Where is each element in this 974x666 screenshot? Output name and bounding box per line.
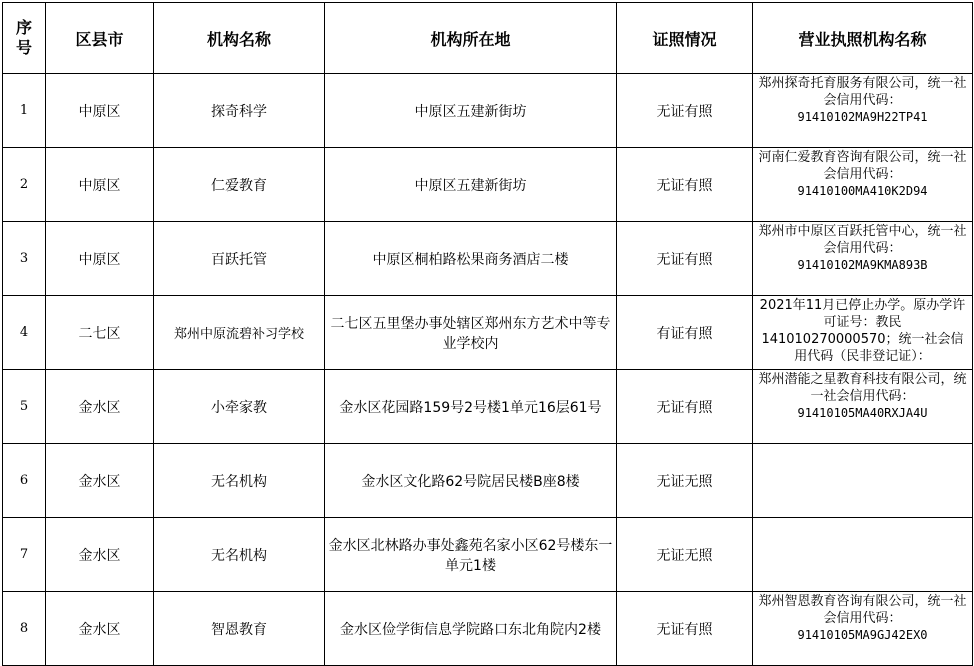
- cell-business-license: [753, 296, 973, 370]
- cell-business-license: [753, 74, 973, 148]
- cell-seq: 7: [3, 518, 46, 592]
- cell-seq: 5: [3, 370, 46, 444]
- cell-location: 中原区桐柏路松果商务酒店二楼: [325, 222, 617, 296]
- license-text: 河南仁爱教育咨询有限公司，统一社会信用代码：: [758, 150, 967, 182]
- cell-status: 无证无照: [617, 518, 753, 592]
- cell-district: 金水区: [46, 370, 154, 444]
- cell-district: 中原区: [46, 148, 154, 222]
- cell-district: 金水区: [46, 444, 154, 518]
- header-name: 机构名称: [154, 3, 325, 74]
- cell-business-license: [753, 518, 973, 592]
- cell-status: 无证有照: [617, 592, 753, 666]
- cell-location: 金水区花园路159号2号楼1单元16层61号: [325, 370, 617, 444]
- cell-name: 郑州中原流碧补习学校: [154, 296, 325, 370]
- cell-status: 无证有照: [617, 370, 753, 444]
- license-text: 郑州探奇托育服务有限公司，统一社会信用代码：: [758, 76, 967, 108]
- cell-location: 中原区五建新街坊: [325, 74, 617, 148]
- cell-location: 金水区北林路办事处鑫苑名家小区62号楼东一单元1楼: [325, 518, 617, 592]
- cell-name: 无名机构: [154, 444, 325, 518]
- cell-business-license: [753, 592, 973, 666]
- table-row: [3, 518, 973, 592]
- cell-name: 仁爱教育: [154, 148, 325, 222]
- cell-name: 无名机构: [154, 518, 325, 592]
- cell-business-license: [753, 370, 973, 444]
- license-code: 91410105MA9GJ42EX0: [797, 628, 928, 642]
- header-row: [3, 3, 973, 74]
- cell-district: 金水区: [46, 518, 154, 592]
- license-text: 郑州智恩教育咨询有限公司，统一社会信用代码：: [758, 594, 967, 626]
- cell-district: 二七区: [46, 296, 154, 370]
- cell-seq: 2: [3, 148, 46, 222]
- cell-status: 无证有照: [617, 222, 753, 296]
- cell-business-license: [753, 444, 973, 518]
- cell-status: 无证有照: [617, 74, 753, 148]
- header-location: 机构所在地: [325, 3, 617, 74]
- table-row: [3, 296, 973, 370]
- table-row: [3, 592, 973, 666]
- header-seq-line1: 序: [15, 18, 32, 37]
- license-text: 郑州潜能之星教育科技有限公司，统一社会信用代码：: [758, 372, 967, 404]
- cell-seq: 3: [3, 222, 46, 296]
- cell-name: 小牵家教: [154, 370, 325, 444]
- table-row: [3, 370, 973, 444]
- table-row: [3, 222, 973, 296]
- header-seq: [3, 3, 46, 74]
- license-text: 2021年11月已停止办学。原办学许可证号：教民141010270000570；统一社会信用代码（民非登记证）：: [759, 298, 966, 364]
- cell-seq: 6: [3, 444, 46, 518]
- header-license-status: 证照情况: [617, 3, 753, 74]
- institution-table: [2, 2, 973, 666]
- header-district: 区县市: [46, 3, 154, 74]
- license-code: 91410100MA410K2D94: [797, 184, 928, 198]
- cell-seq: 4: [3, 296, 46, 370]
- cell-district: 金水区: [46, 592, 154, 666]
- cell-location: 金水区俭学街信息学院路口东北角院内2楼: [325, 592, 617, 666]
- license-text: 郑州市中原区百跃托管中心，统一社会信用代码：: [758, 224, 967, 256]
- cell-status: 有证有照: [617, 296, 753, 370]
- cell-business-license: [753, 222, 973, 296]
- table-row: [3, 148, 973, 222]
- cell-name: 智恩教育: [154, 592, 325, 666]
- license-code: 91410102MA9KMA893B: [797, 258, 928, 272]
- header-seq-line2: 号: [15, 38, 32, 57]
- license-code: 91410105MA40RXJA4U: [797, 406, 928, 420]
- table-row: [3, 74, 973, 148]
- license-code: 91410102MA9H22TP41: [797, 110, 928, 124]
- cell-location: 二七区五里堡办事处辖区郑州东方艺术中等专业学校内: [325, 296, 617, 370]
- cell-name: 百跃托管: [154, 222, 325, 296]
- cell-seq: 8: [3, 592, 46, 666]
- cell-location: 中原区五建新街坊: [325, 148, 617, 222]
- cell-seq: 1: [3, 74, 46, 148]
- cell-business-license: [753, 148, 973, 222]
- cell-status: 无证有照: [617, 148, 753, 222]
- header-business-license: 营业执照机构名称: [753, 3, 973, 74]
- cell-location: 金水区文化路62号院居民楼B座8楼: [325, 444, 617, 518]
- cell-district: 中原区: [46, 222, 154, 296]
- cell-district: 中原区: [46, 74, 154, 148]
- table-row: [3, 444, 973, 518]
- cell-status: 无证无照: [617, 444, 753, 518]
- cell-name: 探奇科学: [154, 74, 325, 148]
